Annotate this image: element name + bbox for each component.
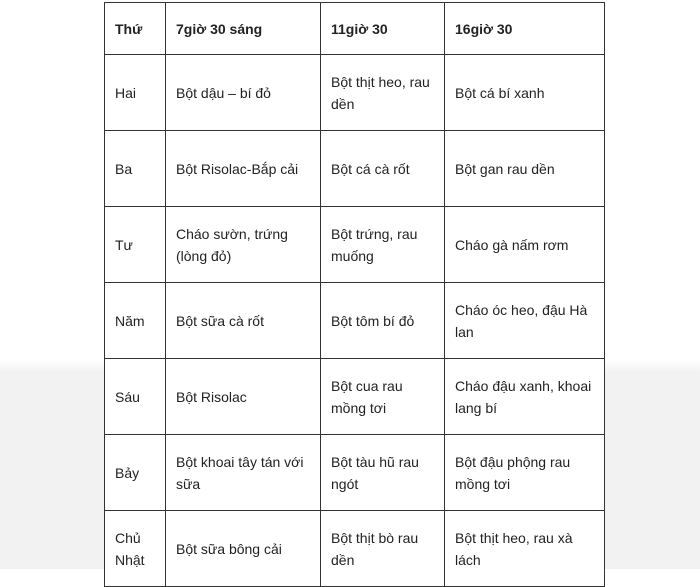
afternoon-cell: Cháo gà nấm rơm (445, 207, 605, 283)
day-cell: Ba (105, 131, 166, 207)
header-morning: 7giờ 30 sáng (166, 3, 321, 55)
day-cell: Năm (105, 283, 166, 359)
table-row (105, 131, 605, 207)
noon-cell: Bột cua rau mồng tơi (321, 359, 445, 435)
table-row (105, 207, 605, 283)
table-row (105, 435, 605, 511)
afternoon-cell: Bột gan rau dền (445, 131, 605, 207)
morning-cell: Bột Risolac (166, 359, 321, 435)
afternoon-cell: Bột thịt heo, rau xà lách (445, 511, 605, 587)
table-row (105, 359, 605, 435)
header-day: Thứ (105, 3, 166, 55)
morning-cell: Bột sữa bông cải (166, 511, 321, 587)
morning-cell: Bột khoai tây tán với sữa (166, 435, 321, 511)
morning-cell: Bột Risolac-Bắp cải (166, 131, 321, 207)
day-cell: Sáu (105, 359, 166, 435)
afternoon-cell: Bột cá bí xanh (445, 55, 605, 131)
table-row (105, 55, 605, 131)
table-row (105, 283, 605, 359)
morning-cell: Bột sữa cà rốt (166, 283, 321, 359)
afternoon-cell: Bột đậu phộng rau mồng tơi (445, 435, 605, 511)
noon-cell: Bột trứng, rau muống (321, 207, 445, 283)
table-header-row (105, 3, 605, 55)
header-noon: 11giờ 30 (321, 3, 445, 55)
noon-cell: Bột thịt heo, rau dền (321, 55, 445, 131)
header-afternoon: 16giờ 30 (445, 3, 605, 55)
noon-cell: Bột cá cà rốt (321, 131, 445, 207)
table-row (105, 511, 605, 587)
day-cell: Tư (105, 207, 166, 283)
noon-cell: Bột tôm bí đỏ (321, 283, 445, 359)
day-cell: Bảy (105, 435, 166, 511)
meal-schedule-table (104, 2, 605, 587)
day-cell: Chủ Nhật (105, 511, 166, 587)
day-cell: Hai (105, 55, 166, 131)
afternoon-cell: Cháo óc heo, đậu Hà lan (445, 283, 605, 359)
morning-cell: Bột dậu – bí đỏ (166, 55, 321, 131)
morning-cell: Cháo sườn, trứng (lòng đỏ) (166, 207, 321, 283)
noon-cell: Bột thịt bò rau dền (321, 511, 445, 587)
afternoon-cell: Cháo đậu xanh, khoai lang bí (445, 359, 605, 435)
noon-cell: Bột tàu hũ rau ngót (321, 435, 445, 511)
